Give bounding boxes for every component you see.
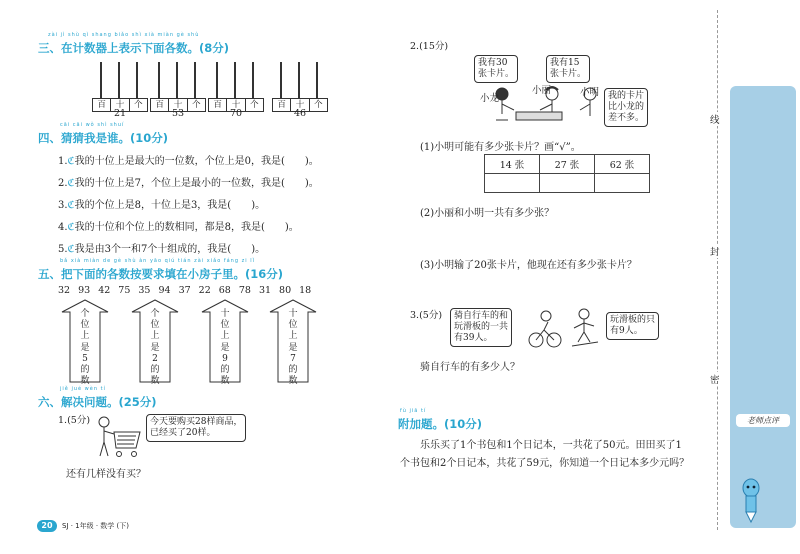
snail-icon: ℭ bbox=[67, 222, 75, 233]
name-xiaoli: 小丽 bbox=[532, 85, 552, 96]
abacus-46: 百 十 个 bbox=[272, 62, 328, 114]
abacus-53: 百 十 个 bbox=[150, 62, 206, 114]
sec5-pinyin: bǎ xià miàn de gè shù àn yāo qiú tián zài xiǎo fáng zi lǐ bbox=[60, 258, 255, 264]
bonus-pinyin: fù jiā tí bbox=[400, 408, 427, 414]
abacus-value: 46 bbox=[293, 108, 307, 119]
snail-icon: ℭ bbox=[67, 244, 75, 255]
binding-mark-feng: 封 bbox=[710, 244, 720, 258]
snail-icon: ℭ bbox=[67, 200, 75, 211]
bubble-bike: 骑自行车的和 玩滑板的一共 有39人。 bbox=[450, 308, 512, 347]
page-number: 20 bbox=[41, 521, 53, 530]
q2-sub3: (3)小明输了20张卡片，他现在还有多少张卡片？ bbox=[420, 260, 637, 271]
name-xiaolong: 小龙 bbox=[480, 93, 500, 104]
riddle-5: 5.ℭ我是由3个一和7个十组成的，我是( )。 bbox=[58, 244, 266, 255]
riddle-3: 3.ℭ我的个位上是8，十位上是3，我是( )。 bbox=[58, 200, 266, 211]
snail-icon: ℭ bbox=[67, 178, 75, 189]
riddle-4: 4.ℭ我的十位和个位上的数相同，都是8，我是( )。 bbox=[58, 222, 299, 233]
houses-drawing bbox=[60, 298, 340, 384]
sec4-title: 四、猜猜我是谁。(10分) bbox=[38, 131, 169, 145]
riddle-1: 1.ℭ我的十位上是最大的一位数，个位上是0，我是( )。 bbox=[58, 156, 319, 167]
abacus-value: 53 bbox=[171, 108, 185, 119]
option-cell: 27 张 bbox=[540, 155, 595, 174]
bike-skate-illustration bbox=[528, 308, 604, 350]
q2-label: 2.(15分) bbox=[410, 41, 449, 52]
sec6-pinyin: jiě jué wèn tí bbox=[60, 386, 106, 392]
house-label-4: 十位上是7的数 bbox=[288, 309, 298, 387]
q1-speech-bubble: 今天要购买28样商品， 已经买了20样。 bbox=[146, 414, 246, 442]
house-label-3: 十位上是9的数 bbox=[220, 309, 230, 387]
snail-icon: ℭ bbox=[67, 156, 75, 167]
numbers-list: 32 93 42 75 35 94 37 22 68 78 31 80 18 bbox=[58, 285, 312, 296]
pencil-mascot-icon bbox=[734, 474, 768, 524]
bonus-title: 附加题。(10分) bbox=[398, 417, 483, 431]
page-number-badge bbox=[37, 520, 57, 532]
answer-cell[interactable] bbox=[540, 174, 595, 193]
bonus-line1: 乐乐买了1个书包和1个日记本，一共花了50元。田田买了1 bbox=[420, 440, 682, 451]
q1-question: 还有几样没有买？ bbox=[66, 469, 146, 480]
sec4-pinyin: cāi cāi wǒ shì shuí bbox=[60, 122, 125, 128]
option-cell: 62 张 bbox=[595, 155, 650, 174]
teacher-comment-label: 老师点评 bbox=[736, 414, 790, 427]
sec5-title: 五、把下面的各数按要求填在小房子里。(16分) bbox=[38, 267, 284, 281]
house-label-1: 个位上是5的数 bbox=[80, 309, 90, 387]
q3-question: 骑自行车的有多少人？ bbox=[420, 362, 520, 373]
abacus-70: 百 十 个 bbox=[208, 62, 264, 114]
binding-mark-mi: 密 bbox=[710, 372, 720, 386]
q2-sub2: (2)小丽和小明一共有多少张？ bbox=[420, 208, 555, 219]
house-label-2: 个位上是2的数 bbox=[150, 309, 160, 387]
bubble-xiaoli: 我有15 张卡片。 bbox=[546, 55, 590, 83]
sec3-title: 三、在计数器上表示下面各数。(8分) bbox=[38, 41, 230, 55]
answer-cell[interactable] bbox=[595, 174, 650, 193]
q1-label: 1.(5分) bbox=[58, 415, 91, 426]
bubble-xiaoming: 我的卡片 比小龙的 差不多。 bbox=[604, 88, 648, 127]
binding-mark-xian: 线 bbox=[710, 112, 720, 126]
riddle-2: 2.ℭ我的十位上是7，个位上是最小的一位数，我是( )。 bbox=[58, 178, 319, 189]
teacher-comment-panel bbox=[730, 86, 796, 528]
abacus-21: 百 十 个 bbox=[92, 62, 148, 114]
option-cell: 14 张 bbox=[485, 155, 540, 174]
book-info: SJ · 1年级 · 数学 (下) bbox=[62, 522, 129, 530]
card-options-table bbox=[484, 154, 650, 193]
sec3-pinyin: zài jì shù qì shang biǎo shì xià miàn gè shù bbox=[48, 32, 200, 38]
abacus-value: 70 bbox=[229, 108, 243, 119]
name-xiaoming: 小明 bbox=[580, 87, 600, 98]
bonus-line2: 个书包和2个日记本，共花了59元，你知道一个日记本多少元吗？ bbox=[400, 458, 690, 469]
binding-dashed-line bbox=[717, 10, 718, 530]
abacus-value: 21 bbox=[113, 108, 127, 119]
bubble-xiaolong: 我有30 张卡片。 bbox=[474, 55, 518, 83]
sec6-title: 六、解决问题。(25分) bbox=[38, 395, 157, 409]
answer-cell[interactable] bbox=[485, 174, 540, 193]
q2-sub1: (1)小明可能有多少张卡片？画“√”。 bbox=[420, 142, 581, 153]
bubble-skate: 玩滑板的只 有9人。 bbox=[606, 312, 659, 340]
shopper-cart-illustration bbox=[94, 414, 144, 460]
q3-label: 3.(5分) bbox=[410, 310, 443, 321]
